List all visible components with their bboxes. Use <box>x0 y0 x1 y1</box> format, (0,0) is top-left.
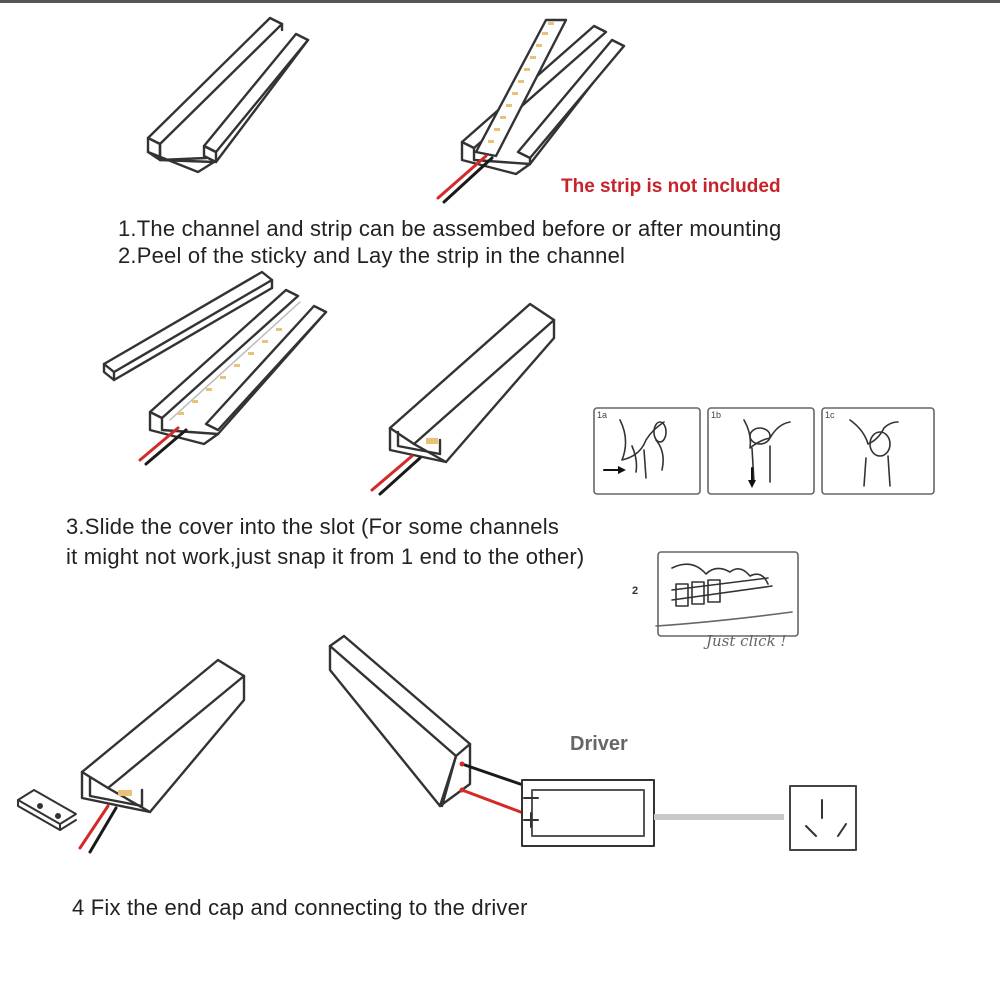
channel-with-end-cap-icon <box>80 660 244 852</box>
step-3-text-line-1: 3.Slide the cover into the slot (For some channels <box>66 514 560 539</box>
closed-channel-icon <box>372 304 554 494</box>
step-4-text: 4 Fix the end cap and connecting to the driver <box>72 895 528 920</box>
panel-1c-label: 1c <box>825 410 835 420</box>
inset-panel-2 <box>656 552 798 636</box>
channel-with-strip-icon-2 <box>140 290 326 464</box>
wall-socket-icon <box>790 786 856 850</box>
channel-icon-empty <box>148 18 308 172</box>
panel-1a-label: 1a <box>597 410 608 420</box>
power-cable <box>654 814 784 820</box>
driver-label: Driver <box>570 733 628 755</box>
closed-channel-icon-2 <box>330 636 470 806</box>
panel-1b-label: 1b <box>711 410 722 420</box>
inset-panel-1b <box>708 408 814 494</box>
step-1-text: 1.The channel and strip can be assembed before or after mounting <box>118 216 782 241</box>
end-cap-icon <box>18 790 76 830</box>
panel-2-label: 2 <box>632 585 639 597</box>
inset-panel-1c <box>822 408 934 494</box>
strip-not-included-note: The strip is not included <box>561 176 781 197</box>
step-2-text: 2.Peel of the sticky and Lay the strip in the channel <box>118 243 626 268</box>
channel-with-strip-icon <box>438 20 624 202</box>
just-click-caption: Just click ! <box>706 632 787 650</box>
driver-box-icon <box>522 780 654 846</box>
inset-panel-1a <box>594 408 700 494</box>
step-3-text-line-2: it might not work,just snap it from 1 end to the other) <box>66 544 585 569</box>
